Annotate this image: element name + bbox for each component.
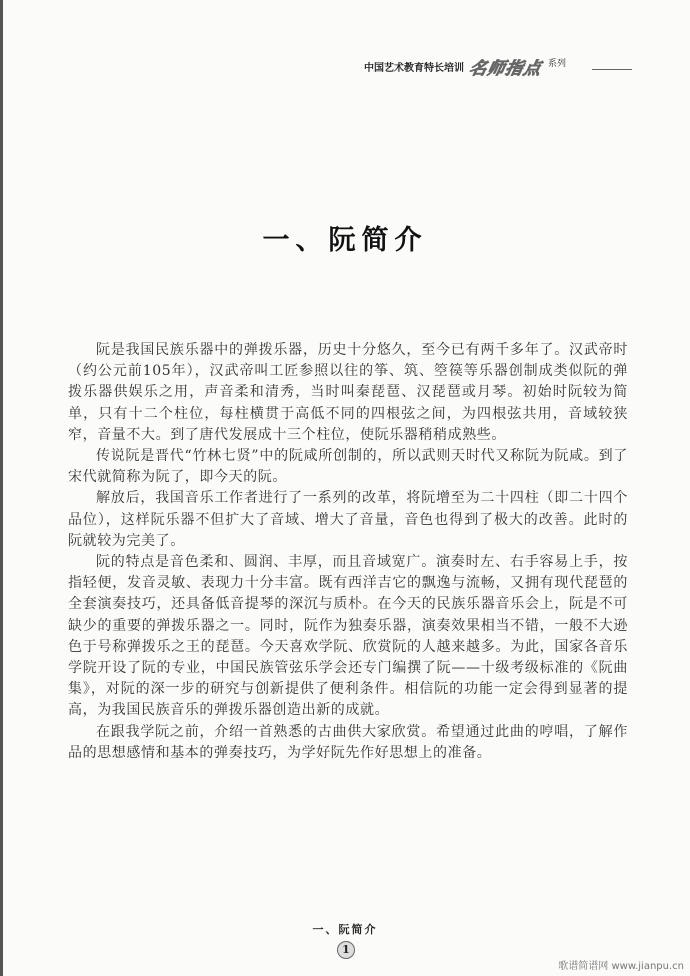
paragraph: 阮是我国民族乐器中的弹拨乐器，历史十分悠久，至今已有两千多年了。汉武帝时（约公元前105年），汉武帝叫工匠参照以往的筝、筑、箜篌等乐器创制成类似阮的弹拨乐器供娱乐之用，声音柔和清秀，当时叫秦琵琶、汉琵琶或月琴。初始时阮较为简单，只有十二个柱位，每柱横贯于高低不同的四根弦之间，为四根弦共用，音域较狭窄，音量不大。到了唐代发展成十三个柱位，使阮乐器稍稍成熟些。 [68,342,628,443]
page-edge [0,0,3,976]
series-org: 中国艺术教育特长培训 [363,63,464,74]
watermark: 歌谱简谱网 www.jianpu.cn [558,961,684,972]
footer-section-title: 一、阮简介 [312,923,378,936]
paragraph: 解放后，我国音乐工作者进行了一系列的改革，将阮增至为二十四柱（即二十四个品位），这样阮乐器不但扩大了音域、增大了音量，音色也得到了极大的改善。此时的阮就较为完美了。 [68,490,628,549]
header-rule [592,69,632,70]
paragraph: 在跟我学阮之前，介绍一首熟悉的古曲供大家欣赏。希望通过此曲的哼唱，了解作品的思想感情和基本的弹奏技巧，为学好阮先作好思想上的准备。 [68,723,628,761]
series-logo: 名师指点 [467,59,544,79]
running-header [364,54,632,79]
paragraph: 传说阮是晋代“竹林七贤”中的阮咸所创制的，所以武则天时代又称阮为阮咸。到了宋代就简称为阮了，即今天的阮。 [68,448,628,486]
page-number: 1 [337,941,355,959]
series-label: 系列 [547,59,566,69]
chapter-title: 一、阮简介 [262,225,428,257]
paragraph: 阮的特点是音色柔和、圆润、丰厚，而且音域宽广。演奏时左、右手容易上手，按指轻便，发音灵敏、表现力十分丰富。既有西洋吉它的飘逸与流畅，又拥有现代琵琶的全套演奏技巧，还具备低音提琴的深沉与质朴。在今天的民族乐器音乐会上，阮是不可缺少的重要的弹拨乐器之一。同时，阮作为独奏乐器，演奏效果相当不错，一般不大逊色于号称弹拨乐之王的琵琶。今天喜欢学阮、欣赏阮的人越来越多。为此，国家各音乐学院开设了阮的专业，中国民族管弦乐学会还专门编撰了阮——十级考级标准的《阮曲集》，对阮的深一步的研究与创新提供了便利条件。相信阮的功能一定会得到显著的提高，为我国民族音乐的弹拨乐器创造出新的成就。 [68,554,628,719]
body-text [68,340,628,764]
